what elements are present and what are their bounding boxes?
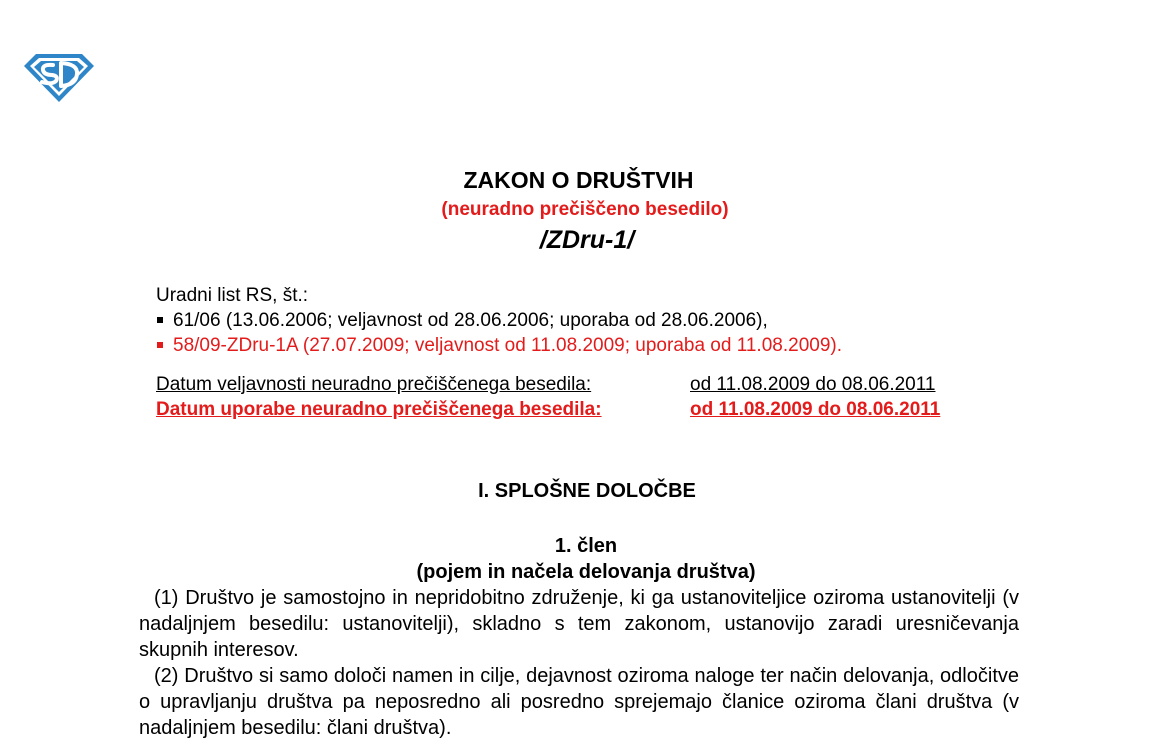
article-paragraph: [139, 663, 1019, 741]
document-title: ZAKON O DRUŠTVIH: [463, 167, 694, 193]
bullet-icon: [157, 317, 163, 323]
use-date-value: od 11.08.2009 do 08.06.2011: [690, 399, 941, 420]
gazette-label: Uradni list RS, št.:: [156, 285, 309, 306]
validity-date-label: Datum veljavnosti neuradno prečiščenega besedila:: [156, 374, 592, 395]
paragraph-number: (2): [154, 665, 179, 687]
paragraph-number: (1): [154, 587, 179, 609]
gazette-item: [156, 308, 842, 333]
article-title: (pojem in načela delovanja društva): [416, 561, 756, 583]
article-body: [139, 585, 1019, 741]
gazette-references: [156, 283, 842, 358]
document-short-name: /ZDru-1/: [539, 226, 635, 254]
gazette-item-amendment: [156, 333, 842, 358]
paragraph-text: Društvo si samo določi namen in cilje, dejavnost oziroma naloge ter način delovanja, odločitve o upravljanju društva pa neposredno ali posredno sprejemajo članice oziroma člani društva (v nadaljnjem besedilu: člani društva).: [139, 665, 1019, 739]
sd-logo-icon: [22, 50, 96, 104]
gazette-item-text: 58/09-ZDru-1A (27.07.2009; veljavnost od 11.08.2009; uporaba od 11.08.2009).: [173, 335, 842, 356]
validity-date-value: od 11.08.2009 do 08.06.2011: [690, 374, 936, 395]
gazette-item-text: 61/06 (13.06.2006; veljavnost od 28.06.2006; uporaba od 28.06.2006),: [173, 310, 768, 331]
document-subtitle: (neuradno prečiščeno besedilo): [441, 199, 729, 220]
chapter-heading: I. SPLOŠNE DOLOČBE: [478, 480, 696, 502]
article-number: 1. člen: [554, 535, 618, 557]
use-date-label: Datum uporabe neuradno prečiščenega besedila:: [156, 399, 602, 420]
bullet-icon: [157, 342, 163, 348]
article-paragraph: [139, 585, 1019, 663]
paragraph-text: Društvo je samostojno in nepridobitno združenje, ki ga ustanoviteljice oziroma ustanovitelji (v nadaljnjem besedilu: ustanovitelji), skladno s tem zakonom, ustanovijo zaradi uresničevanja skupnih interesov.: [139, 587, 1019, 661]
